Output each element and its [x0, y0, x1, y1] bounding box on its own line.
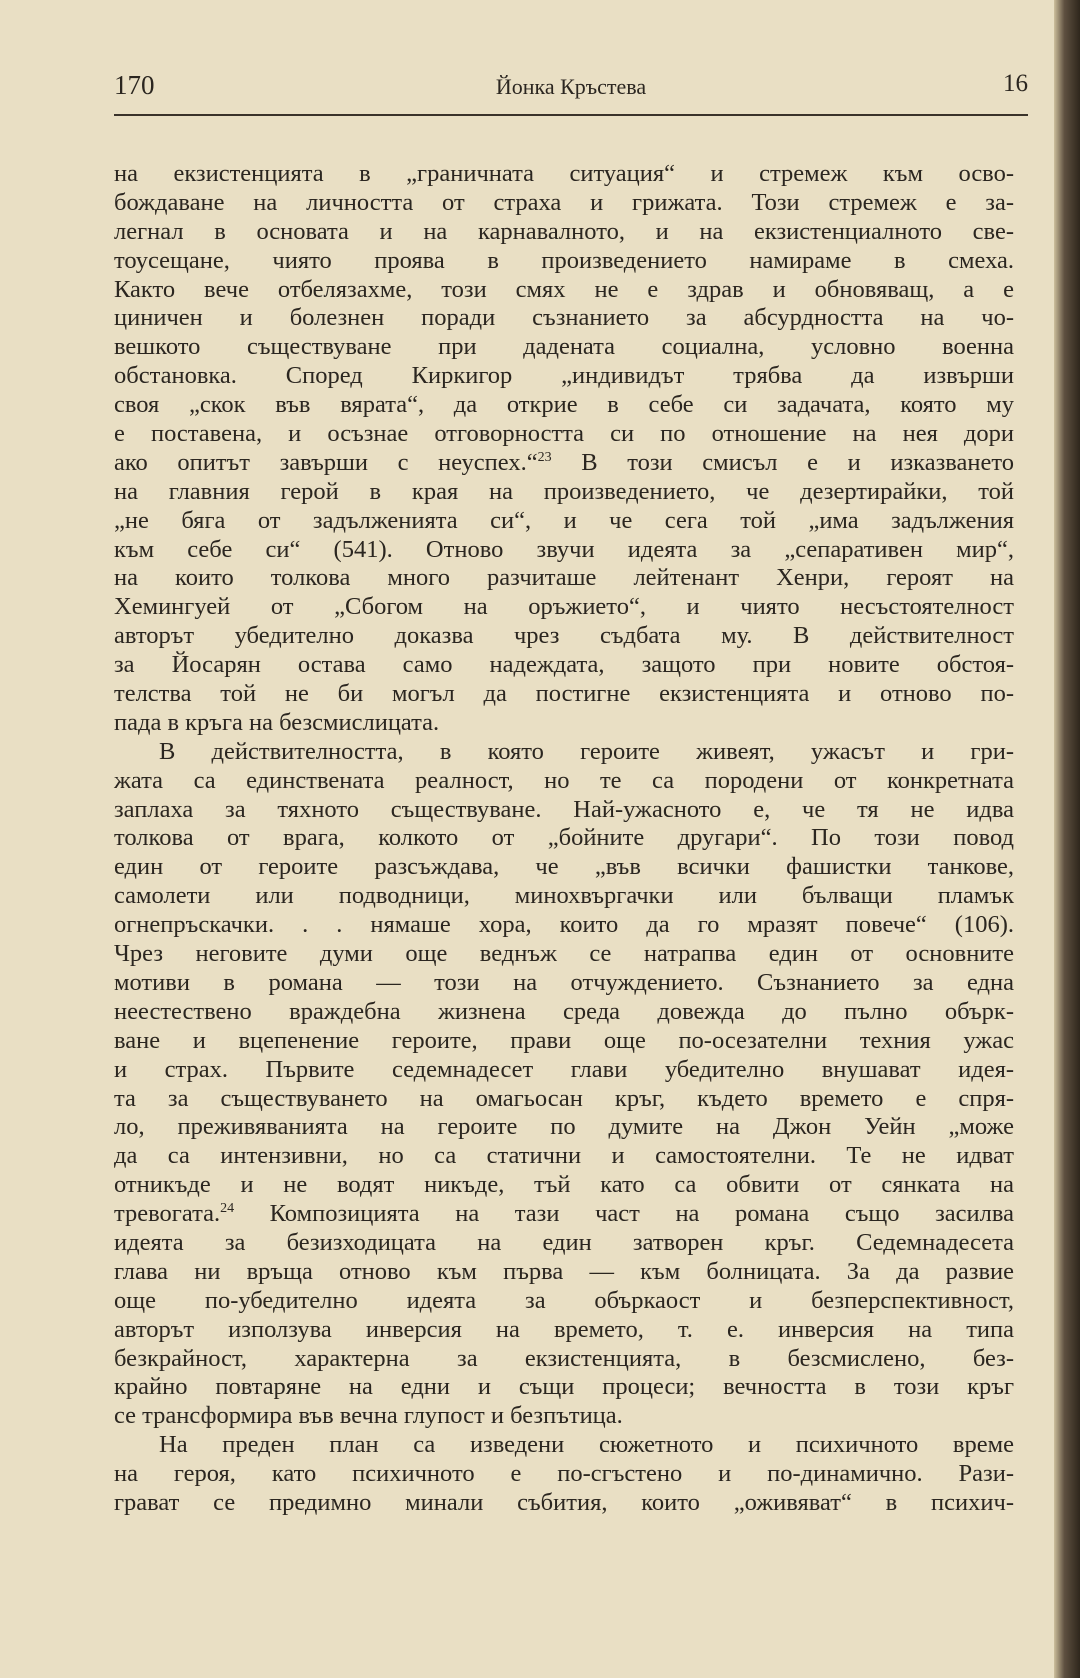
text-line — [114, 304, 1014, 333]
line-text: да са интензивни, но са статични и самостоятелни. Те не идват — [114, 1142, 1014, 1170]
line-text: Композицията на тази част на романа също засилва — [234, 1200, 1014, 1228]
text-line — [114, 564, 1014, 593]
line-text: крайно повтаряне на едни и същи процеси; вечността в този кръг — [114, 1373, 1014, 1401]
text-line — [114, 709, 1014, 738]
line-text: бождаване на личността от страха и грижата. Този стремеж е за- — [114, 188, 1014, 216]
text-line — [114, 882, 1014, 911]
text-line — [114, 1113, 1014, 1142]
text-line — [114, 1258, 1014, 1287]
line-text: грават се предимно минали събития, които „оживяват“ в психич- — [114, 1488, 1014, 1516]
text-line — [114, 276, 1014, 305]
line-text: Чрез неговите думи още веднъж се натрапва един от основните — [114, 940, 1014, 968]
text-line — [114, 767, 1014, 796]
line-text: Както вече отбелязахме, този смях не е здрав и обновяващ, а е — [114, 275, 1014, 303]
text-line — [114, 1316, 1014, 1345]
line-text: В този смисъл е и изказването — [551, 448, 1015, 476]
footnote-ref: 23 — [537, 449, 552, 465]
line-text: към себе си“ (541). Отново звучи идеята за „сепаративен мир“, — [114, 535, 1014, 563]
line-text: „не бяга от задълженията си“, и че сега той „има задължения — [114, 506, 1014, 534]
line-text: обстановка. Според Киркигор „индивидът трябва да извърши — [114, 362, 1014, 390]
text-line — [114, 1027, 1014, 1056]
text-line — [114, 189, 1014, 218]
text-line — [114, 1345, 1014, 1374]
text-line — [114, 853, 1014, 882]
line-text: за Йосарян остава само надеждата, защото при новите обстоя- — [114, 651, 1014, 679]
line-text: На преден план са изведени сюжетното и психичното време — [159, 1431, 1014, 1459]
line-text: се трансформира във вечна глупост и безпътица. — [114, 1402, 623, 1430]
line-text: отникъде и не водят никъде, тъй като са обвити от сянката на — [114, 1171, 1014, 1199]
text-line — [114, 333, 1014, 362]
text-line — [114, 1402, 1014, 1431]
text-line — [114, 622, 1014, 651]
line-text: жата са единствената реалност, но те са породени от конкретната — [114, 766, 1014, 794]
line-text: авторът използува инверсия на времето, т. е. инверсия на типа — [114, 1315, 1014, 1343]
line-text: легнал в основата и на карнавалното, и на екзистенциалното све- — [114, 217, 1014, 245]
line-text: на екзистенцията в „граничната ситуация“ и стремеж към осво- — [114, 160, 1014, 187]
text-line — [114, 824, 1014, 853]
line-text: ло, преживяванията на героите по думите на Джон Уейн „може — [114, 1113, 1014, 1141]
text-line — [114, 1142, 1014, 1171]
line-text: тревогата. — [114, 1200, 221, 1228]
text-line — [114, 969, 1014, 998]
line-text: един от героите разсъждава, че „във всички фашистки танкове, — [114, 853, 1014, 881]
text-line — [114, 738, 1014, 767]
line-text: заплаха за тяхното съществуване. Най-ужасното е, че тя не идва — [114, 795, 1014, 823]
line-text: още по-убедително идеята за объркаост и безперспективност, — [114, 1286, 1014, 1314]
text-line — [114, 593, 1014, 622]
line-text: е поставена, и осъзнае отговорността си по отношение на нея дори — [114, 420, 1014, 448]
text-line — [114, 362, 1014, 391]
line-text: самолети или подводници, минохвъргачки или бълващи пламък — [114, 882, 1014, 910]
line-text: неестествено враждебна жизнена среда довежда до пълно обърк- — [114, 997, 1014, 1025]
line-text: та за съществуването на омагьосан кръг, където времето е спря- — [114, 1084, 1014, 1112]
line-text: авторът убедително доказва чрез съдбата му. В действителност — [114, 622, 1014, 650]
line-text: на които толкова много разчиташе лейтенант Хенри, героят на — [114, 564, 1014, 592]
text-line — [114, 420, 1014, 449]
text-line — [114, 1460, 1014, 1489]
line-text: на главния герой в края на произведението, че дезертирайки, той — [114, 477, 1014, 505]
text-line — [114, 1200, 1014, 1229]
line-text: циничен и болезнен поради съзнанието за абсурдността на чо- — [114, 304, 1014, 332]
header-rule — [114, 114, 1028, 116]
line-text: Хемингуей от „Сбогом на оръжието“, и чиято несъстоятелност — [114, 593, 1014, 621]
text-line — [114, 940, 1014, 969]
text-line — [114, 1171, 1014, 1200]
page-header — [114, 70, 1028, 104]
line-text: безкрайност, характерна за екзистенцията, в безсмислено, без- — [114, 1344, 1014, 1372]
line-text: ако опитът завърши с неуспех.“ — [114, 448, 538, 476]
text-line — [114, 1489, 1014, 1518]
text-line — [114, 507, 1014, 536]
line-text: своя „скок във вярата“, да открие в себе си задачата, която му — [114, 391, 1014, 419]
page-number: 170 — [114, 70, 155, 100]
line-text: вешкото съществуване при дадената социална, условно военна — [114, 333, 1014, 361]
text-line — [114, 1085, 1014, 1114]
line-text: мотиви в романа — този на отчуждението. Съзнанието за една — [114, 968, 1014, 996]
text-line — [114, 1056, 1014, 1085]
line-text: ване и вцепенение героите, прави още по-осезателни техния ужас — [114, 1026, 1014, 1054]
book-spine-shadow — [1054, 0, 1080, 1678]
text-line — [114, 796, 1014, 825]
line-text: пада в кръга на безсмислицата. — [114, 708, 440, 736]
line-text: идеята за безизходицата на един затворен кръг. Седемнадесета — [114, 1228, 1014, 1256]
footnote-ref: 24 — [220, 1200, 235, 1216]
text-line — [114, 449, 1014, 478]
text-line — [114, 651, 1014, 680]
body-text — [114, 160, 1014, 1518]
text-line — [114, 478, 1014, 507]
text-line — [114, 536, 1014, 565]
line-text: В действителността, в която героите живеят, ужасът и гри- — [159, 737, 1014, 765]
facing-page-number: 16 — [1003, 70, 1028, 97]
text-line — [114, 1229, 1014, 1258]
line-text: тоусещане, чиято проява в произведението намираме в смеха. — [114, 246, 1014, 274]
text-line — [114, 218, 1014, 247]
line-text: толкова от врага, колкото от „бойните другари“. По този повод — [114, 824, 1014, 852]
text-line — [114, 680, 1014, 709]
text-line — [114, 998, 1014, 1027]
line-text: глава ни връща отново към първа — към болницата. За да развие — [114, 1257, 1014, 1285]
text-line — [114, 391, 1014, 420]
line-text: огнепръскачки. . . нямаше хора, които да го мразят повече“ (106). — [114, 911, 1014, 939]
text-line — [114, 1373, 1014, 1402]
running-head: Йонка Кръстева — [495, 74, 647, 99]
text-line — [114, 1431, 1014, 1460]
text-line — [114, 911, 1014, 940]
text-line — [114, 160, 1014, 189]
line-text: телства той не би могъл да постигне екзистенцията и отново по- — [114, 680, 1014, 708]
line-text: на героя, като психичното е по-сгъстено и по-динамично. Рази- — [114, 1460, 1014, 1488]
text-line — [114, 247, 1014, 276]
text-line — [114, 1287, 1014, 1316]
line-text: и страх. Първите седемнадесет глави убедително внушават идея- — [114, 1055, 1014, 1083]
